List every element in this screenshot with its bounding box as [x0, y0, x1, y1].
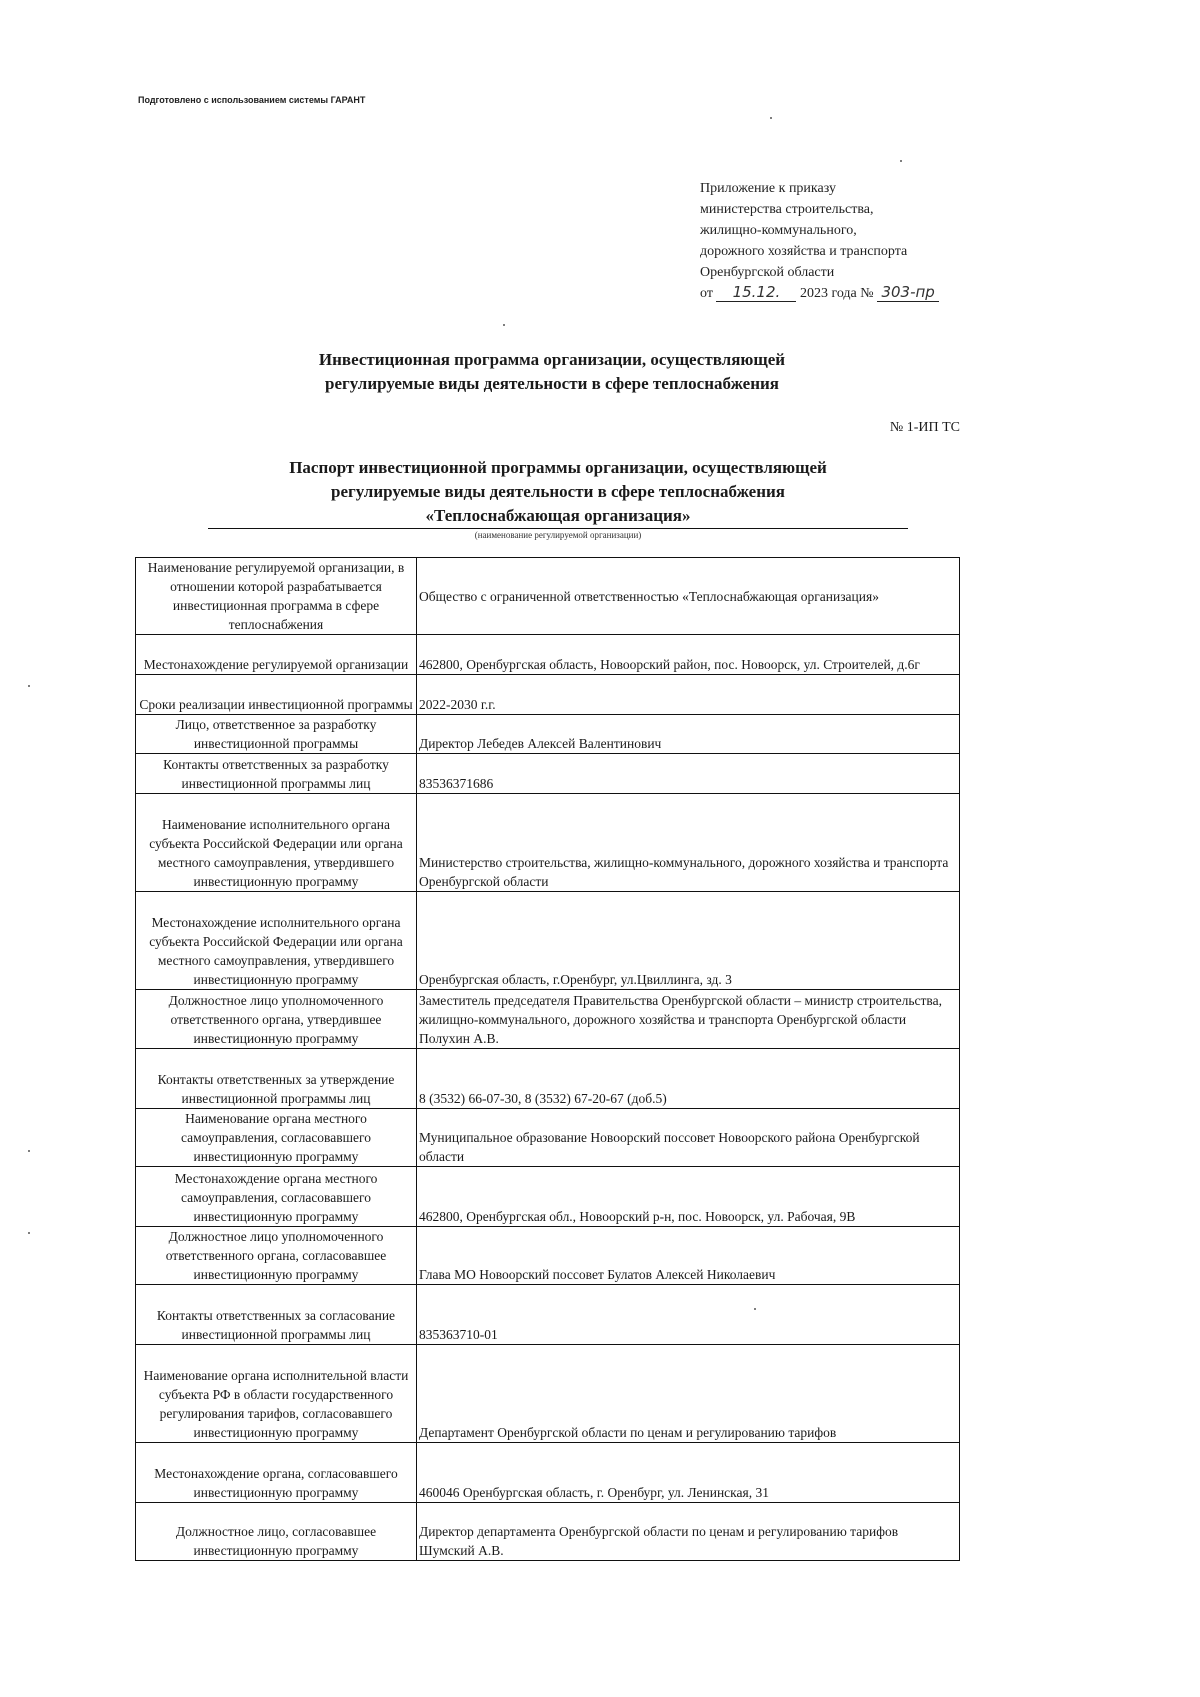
passport-title-line: Паспорт инвестиционной программы организации, осуществляющей — [289, 458, 827, 477]
passport-org-name: «Теплоснабжающая организация» — [208, 504, 908, 529]
scan-speck — [28, 1150, 30, 1152]
appendix-line: Оренбургской области — [700, 265, 835, 280]
table-row — [136, 1049, 960, 1109]
row-value: 83536371686 — [417, 754, 960, 794]
table-row — [136, 990, 960, 1049]
row-label: Контакты ответственных за утверждение инвестиционной программы лиц — [136, 1049, 417, 1109]
appendix-line: дорожного хозяйства и транспорта — [700, 244, 908, 259]
table-row — [136, 754, 960, 794]
table-row — [136, 1227, 960, 1285]
table-row — [136, 715, 960, 754]
passport-title-line: регулируемые виды деятельности в сфере теплоснабжения — [330, 482, 786, 501]
table-row — [136, 1345, 960, 1443]
date-prefix: от — [700, 286, 713, 301]
row-value: Заместитель председателя Правительства Оренбургской области – министр строительства, жилищно-коммунального, дорожного хозяйства и транспорта Оренбургской области Полухин А.В. — [417, 990, 960, 1049]
row-label: Местонахождение органа местного самоуправления, согласовавшего инвестиционную программу — [136, 1167, 417, 1227]
org-name-caption: (наименование регулируемой организации) — [474, 530, 642, 540]
appendix-line: Приложение к приказу — [700, 181, 836, 196]
row-value: Глава МО Новоорский поссовет Булатов Алексей Николаевич — [417, 1227, 960, 1285]
row-value: Министерство строительства, жилищно-коммунального, дорожного хозяйства и транспорта Оренбургской области — [417, 794, 960, 892]
row-value: 462800, Оренбургская область, Новоорский район, пос. Новоорск, ул. Строителей, д.6г — [417, 635, 960, 675]
document-title-line: Инвестиционная программа организации, осуществляющей — [318, 350, 786, 369]
table-row — [136, 1443, 960, 1503]
scan-speck — [900, 160, 902, 162]
row-label: Наименование исполнительного органа субъекта Российской Федерации или органа местного самоуправления, утвердившего инвестиционную программу — [136, 794, 417, 892]
table-row — [136, 1167, 960, 1227]
handwritten-date: 15.12. — [716, 283, 796, 302]
passport-title — [0, 456, 1116, 529]
order-date-line — [700, 283, 939, 304]
passport-table — [135, 557, 960, 1561]
table-row — [136, 794, 960, 892]
row-value: Муниципальное образование Новоорский поссовет Новоорского района Оренбургской области — [417, 1109, 960, 1167]
row-label: Наименование органа исполнительной власти субъекта РФ в области государственного регулирования тарифов, согласовавшего инвестиционную программу — [136, 1345, 417, 1443]
row-label: Контакты ответственных за согласование инвестиционной программы лиц — [136, 1285, 417, 1345]
table-row — [136, 1285, 960, 1345]
row-label: Контакты ответственных за разработку инвестиционной программы лиц — [136, 754, 417, 794]
garant-note: Подготовлено с использованием системы ГАРАНТ — [138, 95, 366, 105]
scan-speck — [770, 117, 772, 119]
row-label: Местонахождение исполнительного органа субъекта Российской Федерации или органа местного самоуправления, утвердившего инвестиционную программу — [136, 892, 417, 990]
row-value: 8 (3532) 66-07-30, 8 (3532) 67-20-67 (доб.5) — [417, 1049, 960, 1109]
row-value: Общество с ограниченной ответственностью «Теплоснабжающая организация» — [417, 558, 960, 635]
document-title — [0, 348, 1104, 396]
row-value: 835363710-01 — [417, 1285, 960, 1345]
scan-speck — [503, 324, 505, 326]
table-row — [136, 1109, 960, 1167]
row-label: Местонахождение органа, согласовавшего инвестиционную программу — [136, 1443, 417, 1503]
handwritten-order-number: 303-пр — [877, 283, 939, 302]
document-title-line: регулируемые виды деятельности в сфере теплоснабжения — [324, 374, 780, 393]
row-value: Оренбургская область, г.Оренбург, ул.Цвиллинга, зд. 3 — [417, 892, 960, 990]
appendix-block — [700, 178, 939, 304]
program-number: № 1-ИП ТС — [889, 420, 960, 435]
row-value: 462800, Оренбургская обл., Новоорский р-н, пос. Новоорск, ул. Рабочая, 9В — [417, 1167, 960, 1227]
appendix-line: жилищно-коммунального, — [700, 223, 857, 238]
row-label: Сроки реализации инвестиционной программы — [136, 675, 417, 715]
row-label: Наименование органа местного самоуправления, согласовавшего инвестиционную программу — [136, 1109, 417, 1167]
row-value: 2022-2030 г.г. — [417, 675, 960, 715]
table-row — [136, 635, 960, 675]
row-label: Должностное лицо уполномоченного ответственного органа, утвердившее инвестиционную программу — [136, 990, 417, 1049]
row-value: Директор департамента Оренбургской области по ценам и регулированию тарифов Шумский А.В. — [417, 1503, 960, 1561]
year-text: 2023 года № — [799, 286, 874, 301]
table-row — [136, 892, 960, 990]
table-row — [136, 1503, 960, 1561]
row-label: Наименование регулируемой организации, в отношении которой разрабатывается инвестиционная программа в сфере теплоснабжения — [136, 558, 417, 635]
appendix-line: министерства строительства, — [700, 202, 874, 217]
row-label: Должностное лицо уполномоченного ответственного органа, согласовавшее инвестиционную программу — [136, 1227, 417, 1285]
row-value: Департамент Оренбургской области по ценам и регулированию тарифов — [417, 1345, 960, 1443]
row-label: Должностное лицо, согласовавшее инвестиционную программу — [136, 1503, 417, 1561]
row-value: 460046 Оренбургская область, г. Оренбург, ул. Ленинская, 31 — [417, 1443, 960, 1503]
scan-speck — [754, 1308, 756, 1310]
scan-speck — [28, 685, 30, 687]
table-row — [136, 558, 960, 635]
scan-speck — [28, 1232, 30, 1234]
row-value: Директор Лебедев Алексей Валентинович — [417, 715, 960, 754]
table-row — [136, 675, 960, 715]
row-label: Местонахождение регулируемой организации — [136, 635, 417, 675]
row-label: Лицо, ответственное за разработку инвестиционной программы — [136, 715, 417, 754]
